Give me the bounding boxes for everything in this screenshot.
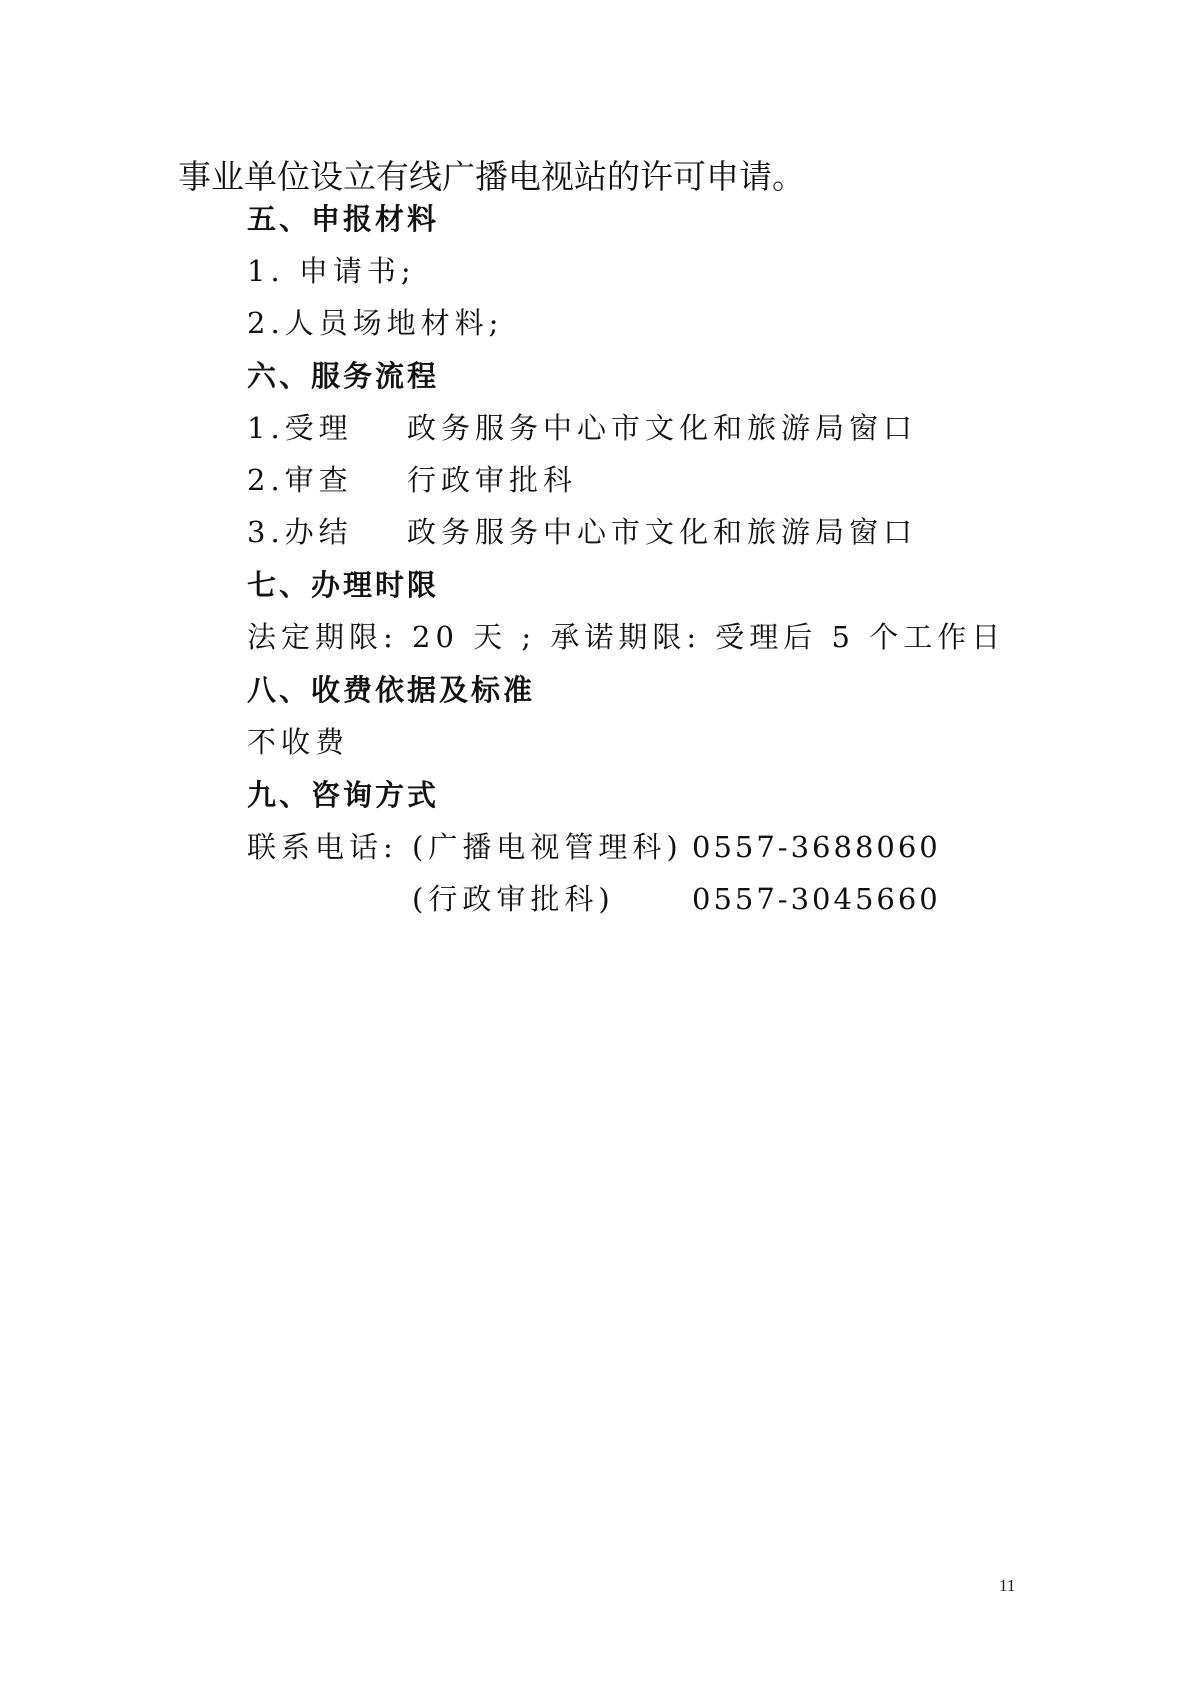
contact-dept: (行政审批科) [412,882,615,916]
contact-label: 联系电话: [247,830,398,864]
page-number: 11 [999,1576,1016,1595]
section-heading-fees: 八、收费依据及标准 [247,673,536,707]
time-limit-text: 法定期限: 20 天 ; 承诺期限: 受理后 5 个工作日 [247,620,1006,654]
process-step-label: 2.审查 [247,463,353,497]
section-heading-materials: 五、申报材料 [247,202,440,236]
process-step-1 [247,411,918,445]
contact-phone: 0557-3688060 [692,830,941,864]
process-step-3 [247,515,918,549]
process-step-2 [247,463,578,497]
lead-paragraph-line: 事业单位设立有线广播电视站的许可申请。 [178,157,805,196]
process-step-label: 1.受理 [247,411,353,445]
section-heading-time-limit: 七、办理时限 [247,568,440,602]
materials-item-1: 1. 申请书; [247,254,416,288]
process-step-value: 行政审批科 [407,463,578,497]
process-step-value: 政务服务中心市文化和旅游局窗口 [407,515,918,549]
section-heading-contact: 九、咨询方式 [247,778,440,812]
contact-dept: (广播电视管理科) [412,830,683,864]
section-heading-process: 六、服务流程 [247,359,440,393]
process-step-value: 政务服务中心市文化和旅游局窗口 [407,411,918,445]
process-step-label: 3.办结 [247,515,353,549]
contact-phone: 0557-3045660 [692,882,941,916]
materials-item-2: 2.人员场地材料; [247,306,504,340]
contact-line-1 [247,830,941,864]
contact-line-2 [247,882,941,916]
fees-text: 不收费 [247,725,350,759]
